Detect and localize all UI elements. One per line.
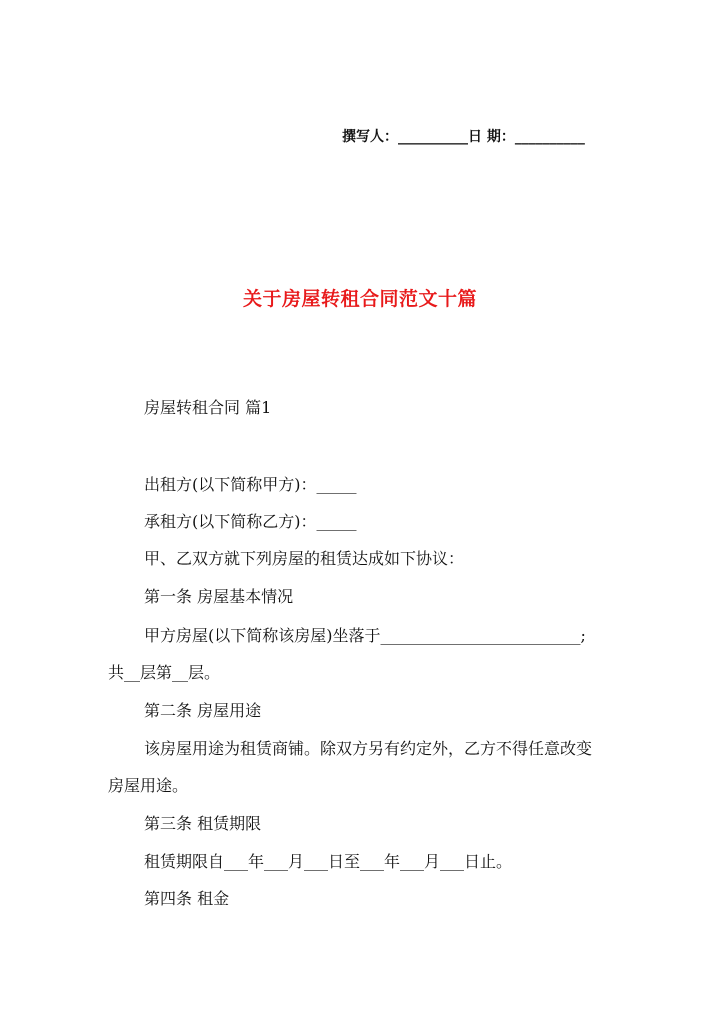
article-3-term: 租赁期限自___年___月___日至___年___月___日止。: [144, 852, 513, 871]
writer-date-line: 撰写人：__________日 期：__________: [342, 129, 585, 145]
article-2-usage-cont: 房屋用途。: [108, 776, 189, 795]
document-title: 关于房屋转租合同范文十篇: [242, 288, 477, 310]
article-2-heading: 第二条 房屋用途: [144, 701, 262, 720]
lessee-line: 承租方(以下简称乙方)：_____: [144, 512, 357, 531]
article-1-floors: 共__层第__层。: [108, 663, 221, 682]
section-heading: 房屋转租合同 篇1: [144, 398, 272, 417]
article-4-heading: 第四条 租金: [144, 889, 230, 908]
agreement-intro: 甲、乙双方就下列房屋的租赁达成如下协议：: [144, 549, 465, 568]
article-1-heading: 第一条 房屋基本情况: [144, 587, 294, 606]
lessor-line: 出租方(以下简称甲方)：_____: [144, 475, 357, 494]
article-1-location: 甲方房屋(以下简称该房屋)坐落于_________________________;: [144, 626, 586, 645]
article-3-heading: 第三条 租赁期限: [144, 814, 262, 833]
article-2-usage: 该房屋用途为租赁商铺。除双方另有约定外，乙方不得任意改变: [144, 739, 593, 758]
